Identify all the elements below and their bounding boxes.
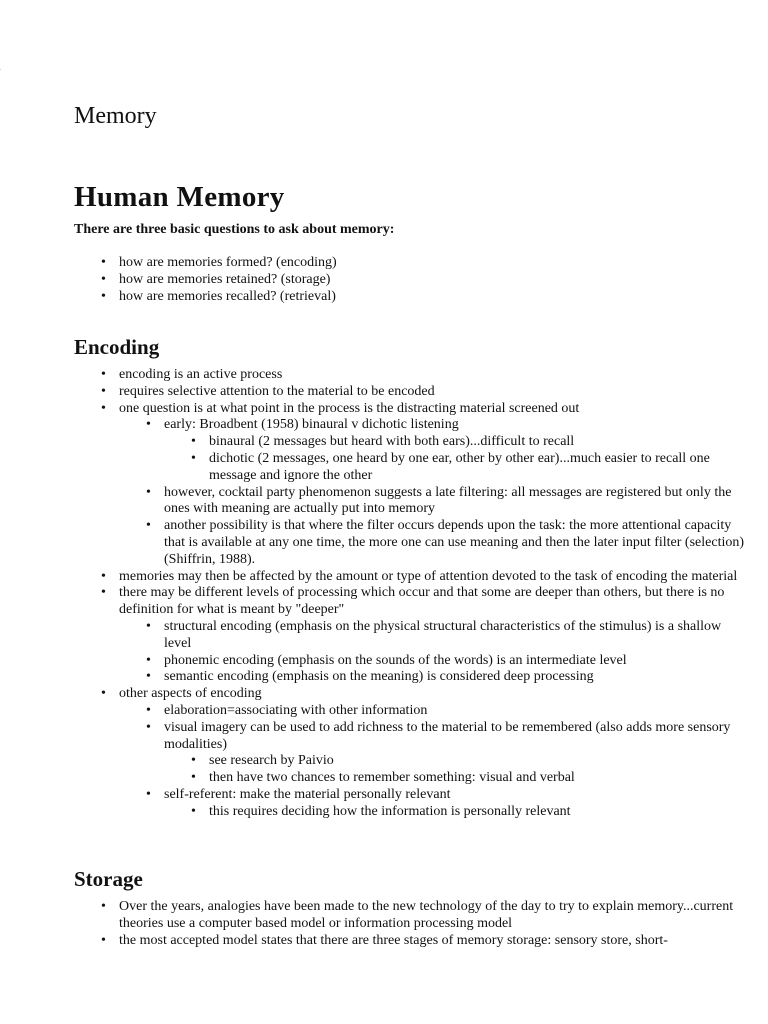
list-item: [119, 787, 746, 821]
list-item: [119, 619, 746, 653]
list-item-text: phonemic encoding (emphasis on the sounds of the words) is an intermediate level: [164, 652, 627, 668]
list-item-text: elaboration=associating with other information: [164, 702, 428, 718]
list-item: [119, 720, 746, 787]
storage-list: [74, 899, 746, 949]
section-heading-encoding: Encoding: [74, 335, 160, 359]
list-item: [74, 289, 746, 306]
list-item-text: other aspects of encoding: [119, 686, 262, 702]
list-item: [119, 518, 746, 568]
list-item: [164, 451, 746, 485]
list-item: [164, 804, 746, 821]
list-item: [119, 653, 746, 670]
list-item-text: how are memories formed? (encoding): [119, 255, 337, 270]
list-item-text: another possibility is that where the filter occurs depends upon the task: the more attentional capacity that is available at any one time, the more one can use meaning and then the later input filter (selection) (Shiffrin, 1988).: [164, 518, 745, 567]
list-item-text: semantic encoding (emphasis on the meaning) is considered deep processing: [164, 669, 594, 685]
list-item-text: how are memories recalled? (retrieval): [119, 288, 336, 304]
list-item: [74, 933, 746, 950]
list-item-text: one question is at what point in the process is the distracting material screened out: [119, 400, 580, 416]
list-item-text: this requires deciding how the information is personally relevant: [209, 803, 571, 819]
list-item-text: there may be different levels of processing which occur and that some are deeper than others, but there is no definition for what is meant by "deeper": [119, 585, 725, 618]
list-item: [74, 686, 746, 820]
list-item: [164, 770, 746, 787]
list-item-text: binaural (2 messages but heard with both ears)...difficult to recall: [209, 434, 575, 450]
list-item-text: encoding is an active process: [119, 367, 283, 382]
list-item-text: the most accepted model states that there are three stages of memory storage: sensory store, short-: [119, 932, 668, 948]
intro-text: There are three basic questions to ask about memory:: [74, 222, 395, 237]
list-item-text: see research by Paivio: [209, 753, 334, 769]
page-edge-mark: .: [0, 66, 2, 72]
list-item-text: memories may then be affected by the amount or type of attention devoted to the task of encoding the material: [119, 568, 738, 584]
list-item-text: how are memories retained? (storage): [119, 271, 331, 287]
list-item: [74, 255, 746, 272]
list-item: [119, 485, 746, 519]
list-item: [74, 569, 746, 586]
list-item-text: visual imagery can be used to add richness to the material to be remembered (also adds more sensory modalities): [164, 719, 731, 752]
list-item: [74, 585, 746, 686]
list-item-text: structural encoding (emphasis on the physical structural characteristics of the stimulus) is a shallow level: [164, 618, 722, 651]
list-item-text: Over the years, analogies have been made to the new technology of the day to try to explain memory...current theories use a computer based model or information processing model: [119, 899, 734, 931]
list-item: [119, 703, 746, 720]
list-item-text: self-referent: make the material personally relevant: [164, 786, 451, 802]
main-heading: Human Memory: [74, 181, 285, 213]
section-heading-storage: Storage: [74, 867, 143, 891]
list-item-text: however, cocktail party phenomenon suggests a late filtering: all messages are registered but only the ones with meaning are actually put into memory: [164, 484, 732, 517]
document-title: Memory: [74, 103, 157, 129]
list-item: [119, 669, 746, 686]
questions-list: [74, 255, 746, 305]
list-item: [164, 434, 746, 451]
list-item: [74, 272, 746, 289]
list-item: [74, 899, 746, 933]
encoding-list: [74, 367, 746, 821]
list-item-text: then have two chances to remember something: visual and verbal: [209, 770, 575, 786]
list-item-text: dichotic (2 messages, one heard by one ear, other by other ear)...much easier to recall one message and ignore the other: [209, 450, 710, 483]
list-item: [74, 384, 746, 401]
list-item-text: requires selective attention to the material to be encoded: [119, 383, 435, 399]
list-item-text: early: Broadbent (1958) binaural v dichotic listening: [164, 417, 459, 433]
list-item: [164, 753, 746, 770]
list-item: [74, 367, 746, 384]
list-item: [74, 401, 746, 569]
list-item: [119, 417, 746, 484]
